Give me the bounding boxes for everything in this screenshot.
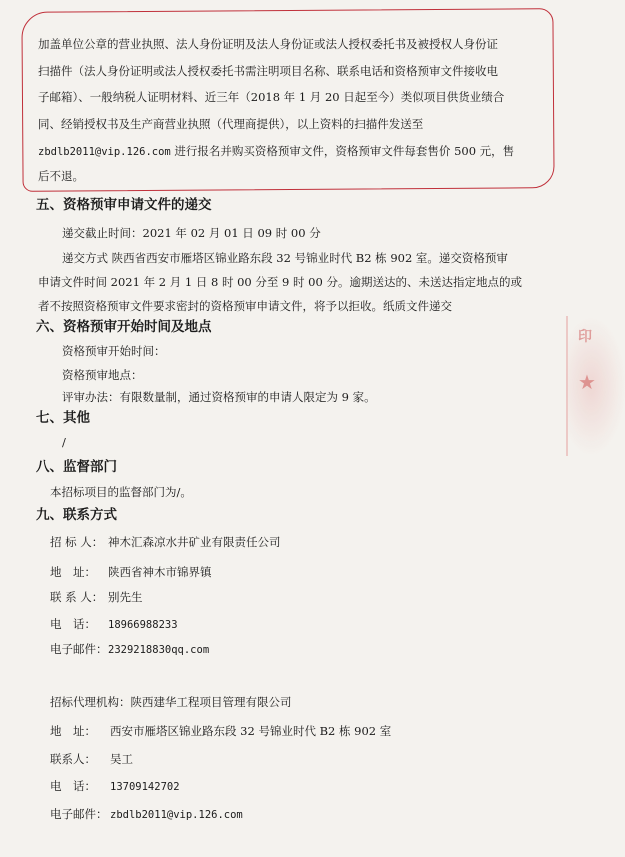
agent-phone-row — [50, 778, 180, 795]
section-5-heading: 五、资格预审申请文件的递交 — [36, 197, 212, 213]
s5-deadline: 递交截止时间：2021 年 02 月 01 日 09 时 00 分 — [62, 226, 321, 240]
agent-email: zbdlb2011@vip.126.com — [110, 809, 243, 821]
section-8-heading: 八、监督部门 — [36, 459, 117, 475]
tenderer-contact: 别先生 — [108, 590, 143, 604]
agent-contact-row — [50, 751, 133, 767]
tenderer-address-row — [50, 564, 212, 580]
intro-line-5-text: 进行报名并购买资格预审文件，资格预审文件每套售价 500 元，售 — [174, 144, 515, 158]
section-6-heading: 六、资格预审开始时间及地点 — [36, 319, 212, 335]
s6-start-time: 资格预审开始时间： — [62, 344, 166, 358]
agent-contact-label: 联系人： — [50, 752, 96, 766]
registration-email: zbdlb2011@vip.126.com — [38, 146, 171, 158]
tenderer-contact-label: 联 系 人： — [50, 590, 104, 604]
agent-email-label: 电子邮件： — [50, 807, 108, 821]
agent-name: 陕西建华工程项目管理有限公司 — [130, 695, 292, 709]
tenderer-email: 2329218830qq.com — [108, 644, 210, 656]
tenderer-contact-row — [50, 589, 143, 605]
agent-address-row — [50, 723, 391, 739]
tenderer-phone-label: 电 话： — [50, 617, 96, 631]
tenderer-row — [50, 534, 281, 550]
tenderer-email-label: 电子邮件： — [50, 642, 108, 656]
tenderer-email-row — [50, 641, 209, 658]
s8-content: 本招标项目的监督部门为/。 — [50, 485, 192, 499]
agent-row — [50, 694, 292, 710]
intro-line-6: 后不退。 — [38, 169, 84, 183]
agent-label: 招标代理机构： — [50, 695, 131, 709]
tenderer-phone-row — [50, 616, 178, 633]
section-7-heading: 七、其他 — [36, 410, 90, 426]
s6-review-method: 评审办法：有限数量制，通过资格预审的申请人限定为 9 家。 — [62, 390, 376, 404]
intro-line-3: 子邮箱）、一般纳税人证明材料、近三年（2018 年 1 月 20 日起至今）类似项目供货业绩合 — [38, 90, 505, 104]
section-9-heading: 九、联系方式 — [36, 507, 117, 523]
tenderer-name: 神木汇森凉水井矿业有限责任公司 — [108, 535, 281, 549]
s7-content: / — [62, 435, 66, 449]
intro-line-1: 加盖单位公章的营业执照、法人身份证明及法人身份证或法人授权委托书及被授权人身份证 — [38, 37, 498, 51]
agent-address-label: 地 址： — [50, 724, 96, 738]
s5-time: 申请文件时间 2021 年 2 月 1 日 8 时 00 分至 9 时 00 分。逾期送达的、未送达指定地点的或 — [38, 275, 522, 289]
tenderer-address-label: 地 址： — [50, 565, 96, 579]
intro-line-5 — [38, 143, 514, 160]
agent-address: 西安市雁塔区锦业路东段 32 号锦业时代 B2 栋 902 室 — [110, 724, 392, 738]
agent-email-row — [50, 806, 243, 823]
intro-line-2: 扫描件（法人身份证明或法人授权委托书需注明项目名称、联系电话和资格预审文件接收电 — [38, 64, 498, 78]
agent-contact: 吴工 — [110, 752, 133, 766]
agent-phone-label: 电 话： — [50, 779, 96, 793]
s6-location: 资格预审地点： — [62, 368, 143, 382]
s5-method: 递交方式 陕西省西安市雁塔区锦业路东段 32 号锦业时代 B2 栋 902 室。递交资格预审 — [62, 251, 508, 265]
tenderer-address: 陕西省神木市锦界镇 — [108, 565, 212, 579]
tenderer-label: 招 标 人： — [50, 535, 104, 549]
seal-stamp-fragment: 印 ★ — [566, 316, 625, 456]
tenderer-phone: 18966988233 — [108, 619, 178, 631]
intro-line-4: 同、经销授权书及生产商营业执照（代理商提供），以上资料的扫描件发送至 — [38, 117, 424, 131]
agent-phone: 13709142702 — [110, 781, 180, 793]
s5-rejection: 者不按照资格预审文件要求密封的资格预审申请文件，将予以拒收。纸质文件递交 — [38, 299, 452, 313]
